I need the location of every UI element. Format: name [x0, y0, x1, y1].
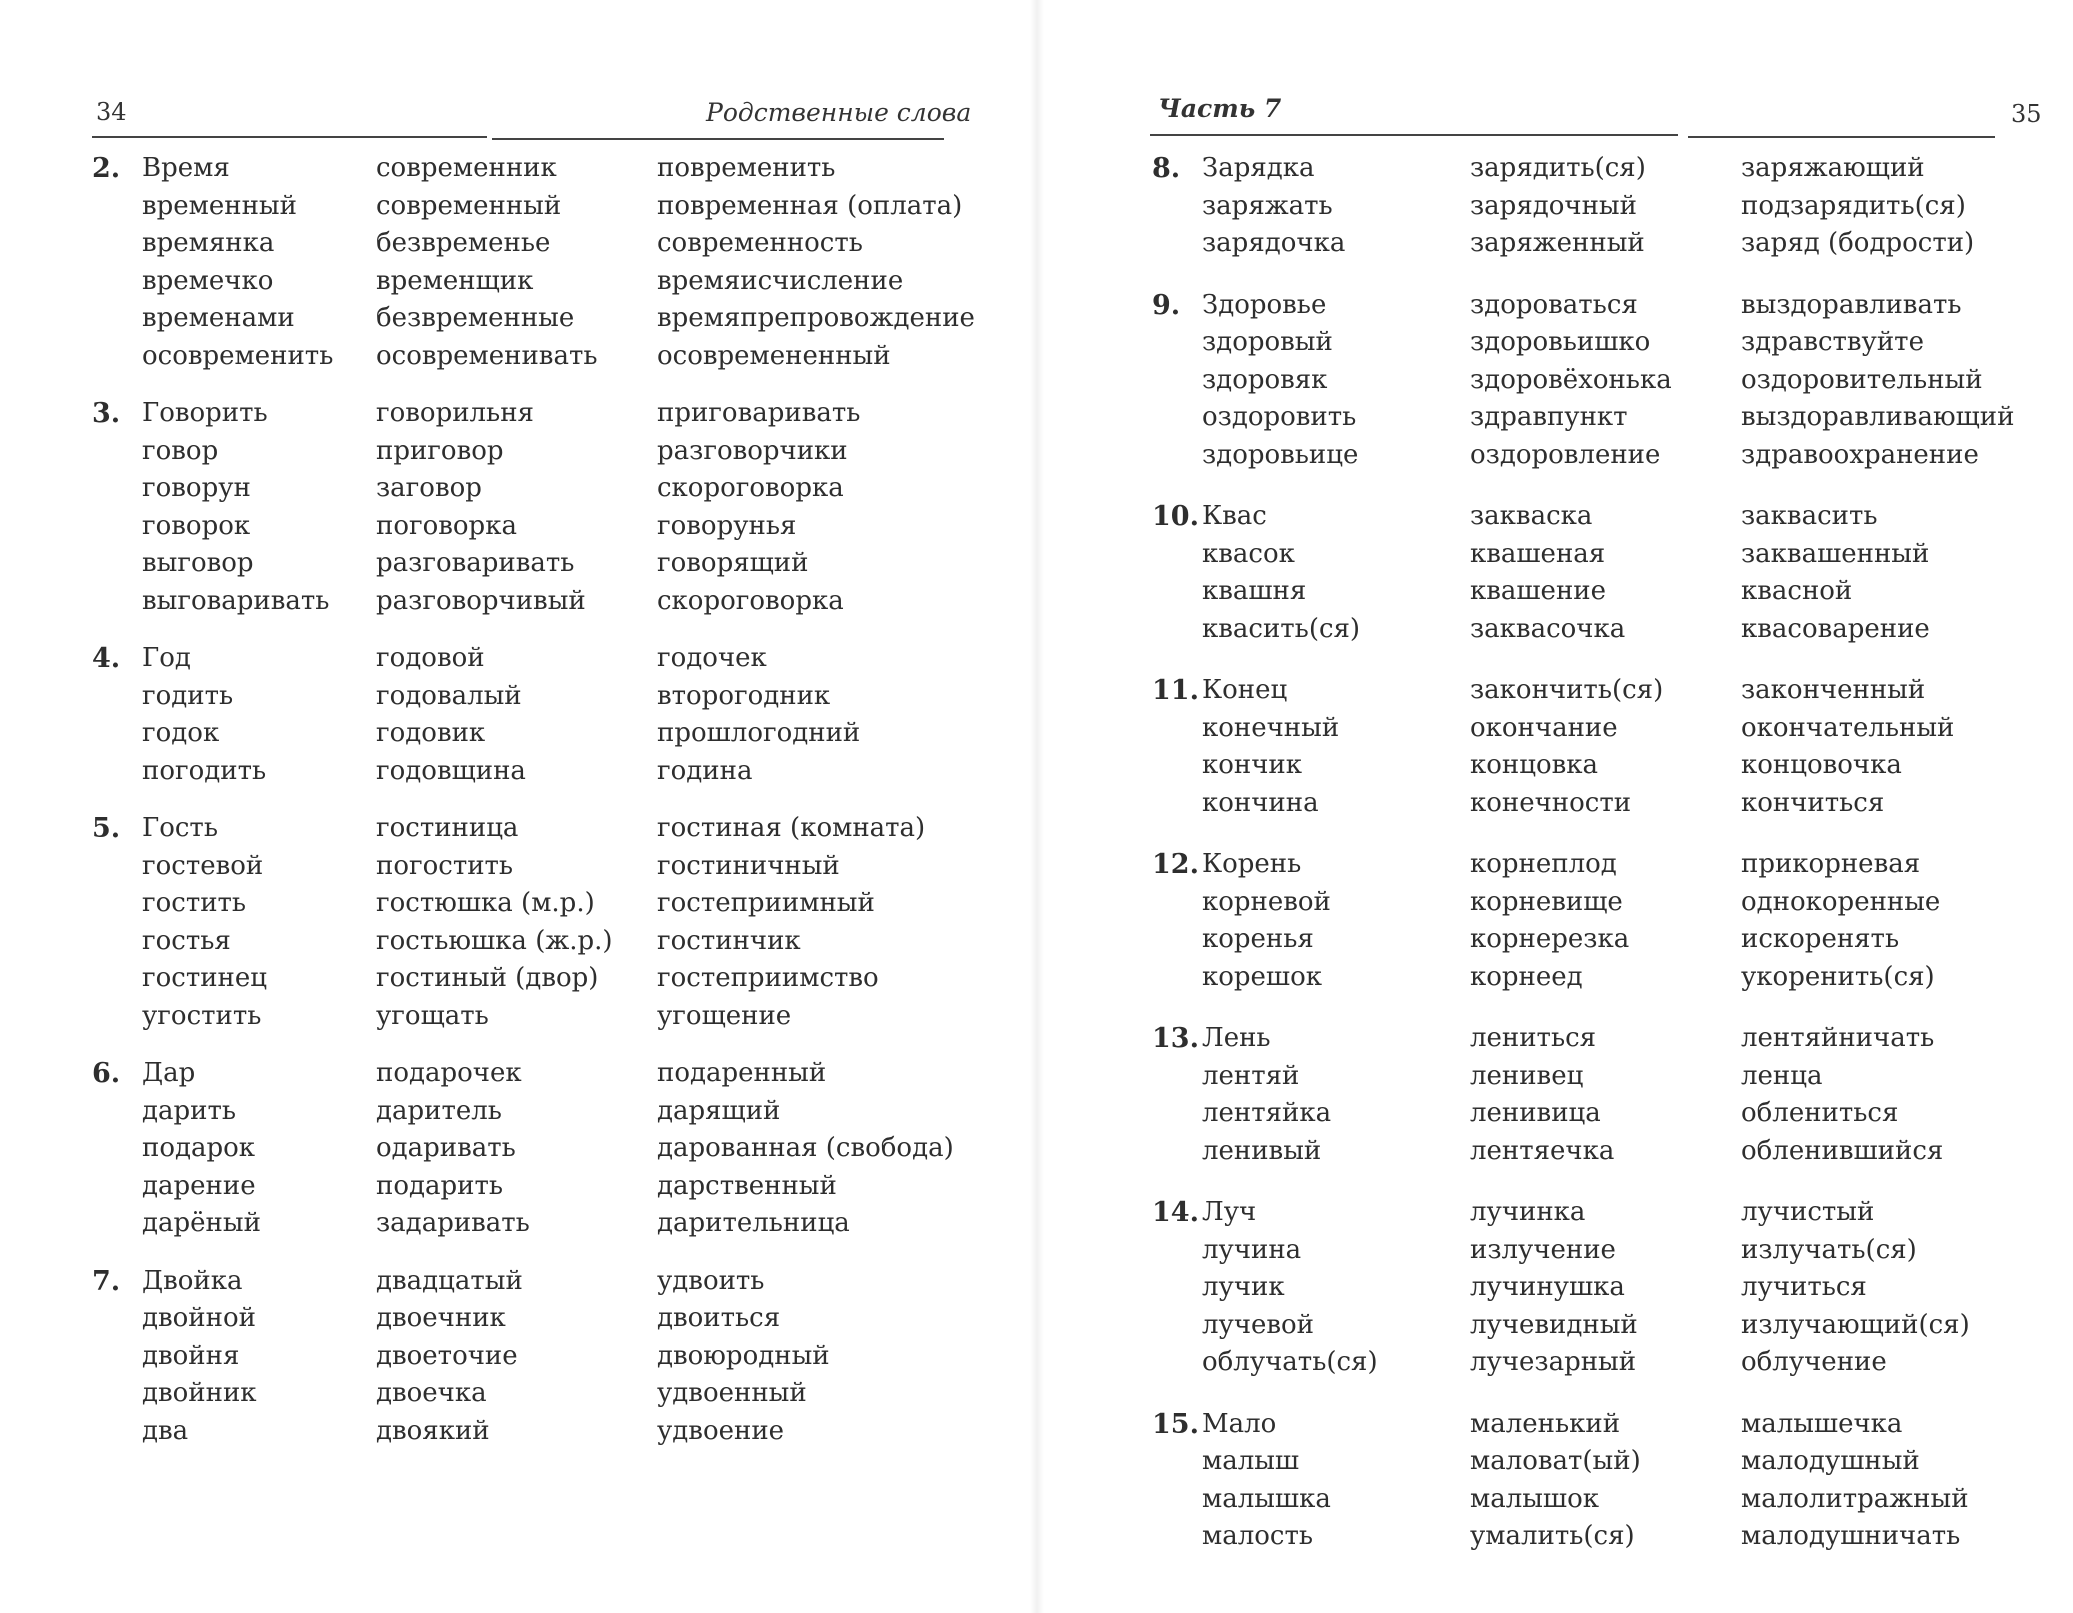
word-group	[1152, 1194, 2051, 1382]
word: концовка	[1470, 750, 1598, 780]
word-group	[92, 1263, 957, 1451]
word-column	[1202, 1194, 1470, 1382]
word-column	[1202, 150, 1470, 263]
word: лениться	[1470, 1023, 1597, 1053]
word-column	[1202, 1020, 1470, 1170]
word: корневой	[1202, 886, 1331, 917]
word: малышка	[1202, 1483, 1331, 1514]
word-column	[1470, 1194, 1741, 1382]
word-group	[92, 810, 957, 1035]
word: дарительница	[657, 1208, 850, 1238]
word: закваска	[1470, 501, 1593, 531]
word: приговаривать	[657, 398, 861, 428]
word-column	[1741, 1020, 2051, 1170]
word-column	[1470, 498, 1741, 648]
word: второгодник	[657, 680, 831, 711]
left-page	[0, 0, 1036, 1613]
word: разговорчивый	[376, 585, 586, 616]
word: осовремененный	[657, 340, 891, 371]
word: гостиный (двор)	[376, 963, 599, 993]
word-column	[657, 640, 957, 790]
word: окончание	[1470, 712, 1618, 743]
word: лучистый	[1741, 1197, 1875, 1227]
word: разговаривать	[376, 548, 575, 578]
word: лучинушка	[1470, 1272, 1625, 1302]
word: малодушничать	[1741, 1521, 1961, 1551]
word: времяисчисление	[657, 265, 904, 296]
word: малышечка	[1741, 1408, 1903, 1439]
word: умалить(ся)	[1470, 1521, 1635, 1551]
word-column	[657, 1263, 957, 1451]
group-number: 9.	[1152, 289, 1181, 321]
word: облениться	[1741, 1098, 1899, 1128]
word-column	[1470, 846, 1741, 996]
word: здравствуйте	[1741, 327, 1924, 357]
word: подаренный	[657, 1058, 827, 1088]
word: малышок	[1470, 1483, 1600, 1514]
word: времечко	[142, 265, 274, 296]
word: удвоение	[657, 1415, 785, 1446]
word-groups	[92, 150, 975, 1470]
group-number: 14.	[1152, 1197, 1199, 1228]
word: корнеплод	[1470, 849, 1617, 879]
word: дарить	[142, 1095, 237, 1126]
word: квасной	[1741, 576, 1853, 606]
word: времяпрепровождение	[657, 303, 975, 333]
word-group	[1152, 672, 2051, 822]
word: маловат(ый)	[1470, 1446, 1641, 1476]
running-head: Родственные слова	[706, 98, 972, 127]
word: годить	[142, 680, 234, 711]
word: приговор	[376, 435, 504, 466]
word: говорунья	[657, 510, 797, 541]
word-column	[376, 1263, 657, 1451]
word-column	[1202, 498, 1470, 648]
group-number: 6.	[92, 1058, 121, 1089]
word: Конец	[1202, 675, 1288, 705]
word-column	[1741, 498, 2051, 648]
word: гостья	[142, 925, 231, 956]
word: кончик	[1202, 750, 1303, 780]
word-group	[1152, 498, 2051, 648]
word: малость	[1202, 1521, 1313, 1551]
page-number: 34	[96, 98, 127, 126]
page-number: 35	[2011, 100, 2042, 128]
group-number: 3.	[92, 398, 121, 429]
word: годок	[142, 718, 220, 748]
word: лентяечка	[1470, 1135, 1615, 1166]
word-column	[142, 1055, 376, 1243]
word: угостить	[142, 1000, 262, 1031]
word: говорящий	[657, 548, 809, 578]
word-column	[1470, 1406, 1741, 1556]
word-column	[142, 810, 376, 1035]
word-column	[1741, 1406, 2051, 1556]
word: гостить	[142, 888, 247, 918]
word: Мало	[1202, 1408, 1277, 1439]
word: заряжающий	[1741, 153, 1925, 183]
word: заряжать	[1202, 190, 1333, 221]
word: Корень	[1202, 849, 1302, 879]
word-group	[1152, 287, 2051, 475]
word: гостиничный	[657, 850, 840, 881]
word: коренья	[1202, 924, 1314, 954]
word: угощать	[376, 1000, 489, 1031]
word: дарованная (свобода)	[657, 1133, 954, 1163]
word-group	[1152, 1020, 2051, 1170]
word: оздоровление	[1470, 439, 1661, 470]
word: два	[142, 1415, 189, 1446]
word: погостить	[376, 850, 514, 881]
word: Квас	[1202, 501, 1267, 531]
word-column	[376, 810, 657, 1035]
right-page	[1036, 0, 2073, 1613]
word: временный	[142, 190, 297, 221]
word: закончить(ся)	[1470, 675, 1664, 705]
group-number: 12.	[1152, 849, 1199, 880]
word-group	[92, 150, 975, 375]
word-group	[92, 640, 957, 790]
word: оздоровительный	[1741, 364, 1983, 395]
word: здороваться	[1470, 289, 1638, 320]
word: малолитражный	[1741, 1483, 1969, 1514]
word: скороговорка	[657, 585, 844, 616]
word: конечный	[1202, 712, 1340, 743]
word-column	[657, 150, 975, 375]
word: удвоенный	[657, 1378, 807, 1408]
word: годовой	[376, 643, 485, 673]
word: подарочек	[376, 1058, 522, 1088]
word: выздоравливать	[1741, 289, 1962, 320]
word-column	[1202, 846, 1470, 996]
word: квашение	[1470, 576, 1606, 606]
word: погодить	[142, 755, 267, 786]
word: удвоить	[657, 1265, 765, 1296]
word: окончательный	[1741, 712, 1955, 743]
word: поговорка	[376, 510, 517, 541]
word: Гость	[142, 813, 218, 843]
word-group	[1152, 846, 2051, 996]
word: двойной	[142, 1303, 256, 1333]
word: искоренять	[1741, 924, 1900, 954]
word: здоровёхонька	[1470, 364, 1672, 395]
group-number: 10.	[1152, 501, 1199, 532]
word: лучевой	[1202, 1309, 1315, 1340]
word: заквасочка	[1470, 613, 1626, 644]
word: здоровьице	[1202, 439, 1359, 470]
word: корневище	[1470, 886, 1623, 917]
word: зарядочный	[1470, 190, 1637, 221]
word-column	[1470, 150, 1741, 263]
word-column	[1202, 672, 1470, 822]
word: малодушный	[1741, 1446, 1920, 1476]
group-number: 7.	[92, 1265, 121, 1297]
word: концовочка	[1741, 750, 1902, 780]
word: Зарядка	[1202, 153, 1315, 183]
word: годочек	[657, 643, 767, 673]
word: зарядить(ся)	[1470, 153, 1646, 183]
word: здравоохранение	[1741, 439, 1979, 470]
word: двоечник	[376, 1303, 506, 1333]
word-group	[1152, 150, 2051, 263]
word: угощение	[657, 1000, 792, 1031]
word: гостиница	[376, 813, 519, 843]
word: гостеприимство	[657, 963, 879, 993]
word-column	[1741, 287, 2051, 475]
word: квашеная	[1470, 538, 1606, 569]
word: квасить(ся)	[1202, 613, 1361, 644]
word: лучезарный	[1470, 1347, 1637, 1377]
word: гостиная (комната)	[657, 813, 926, 843]
group-number: 8.	[1152, 153, 1181, 184]
word: двоиться	[657, 1303, 781, 1333]
word: заряженный	[1470, 228, 1645, 258]
word-groups	[1152, 150, 2051, 1580]
word: подарить	[376, 1170, 504, 1201]
word: корнеед	[1470, 961, 1583, 992]
word: лучевидный	[1470, 1309, 1638, 1340]
word-column	[1741, 1194, 2051, 1382]
word: говор	[142, 435, 219, 466]
word-column	[376, 395, 657, 620]
word: ленивец	[1470, 1060, 1584, 1091]
word: гостюшка (м.р.)	[376, 888, 595, 918]
word: здоровый	[1202, 327, 1333, 357]
word: кончиться	[1741, 787, 1885, 818]
word: говорильня	[376, 398, 534, 428]
word: гостинчик	[657, 925, 801, 956]
header-rule	[92, 136, 487, 138]
word: двоеточие	[376, 1340, 518, 1371]
word: разговорчики	[657, 435, 848, 466]
word: излучающий(ся)	[1741, 1309, 1970, 1340]
group-number: 15.	[1152, 1408, 1199, 1440]
word: здравпункт	[1470, 402, 1628, 432]
word: зарядочка	[1202, 228, 1346, 258]
word: квасок	[1202, 538, 1295, 569]
word: безвременные	[376, 303, 575, 333]
header-rule	[1688, 136, 1995, 138]
word: облучать(ся)	[1202, 1347, 1378, 1377]
word: подарок	[142, 1133, 256, 1163]
word: лентяй	[1202, 1060, 1300, 1091]
word: годовщина	[376, 755, 526, 786]
word: Двойка	[142, 1265, 243, 1296]
word: дарёный	[142, 1208, 261, 1238]
word: корнерезка	[1470, 924, 1630, 954]
word: выговор	[142, 548, 254, 578]
word: говорун	[142, 473, 251, 503]
word: лучина	[1202, 1234, 1302, 1265]
word-column	[142, 150, 376, 375]
word: заряд (бодрости)	[1741, 228, 1975, 258]
word-column	[142, 1263, 376, 1451]
word: говорок	[142, 510, 251, 541]
word: времянка	[142, 228, 275, 258]
word: Здоровье	[1202, 289, 1327, 320]
running-head: Часть 7	[1158, 94, 1282, 123]
word: ленивица	[1470, 1098, 1601, 1128]
word: однокоренные	[1741, 886, 1941, 917]
word: двоякий	[376, 1415, 490, 1446]
word: выговаривать	[142, 585, 330, 616]
word: маленький	[1470, 1408, 1621, 1439]
word: Лень	[1202, 1023, 1271, 1053]
group-number: 5.	[92, 813, 121, 844]
word: квасоварение	[1741, 613, 1930, 644]
word: лучинка	[1470, 1197, 1586, 1227]
word: оздоровить	[1202, 402, 1357, 432]
word: облучение	[1741, 1347, 1887, 1377]
word: прошлогодний	[657, 718, 861, 748]
word-column	[376, 150, 657, 375]
word: здоровьишко	[1470, 327, 1651, 357]
word: повременная (оплата)	[657, 190, 963, 221]
word: современник	[376, 153, 557, 183]
word-group	[92, 395, 957, 620]
word-group	[92, 1055, 957, 1243]
word: Говорить	[142, 398, 268, 428]
word-column	[1202, 1406, 1470, 1556]
word-column	[1741, 672, 2051, 822]
word: современность	[657, 228, 863, 258]
word: лучиться	[1741, 1272, 1867, 1302]
word: конечности	[1470, 787, 1632, 818]
word-column	[376, 1055, 657, 1243]
word: излучение	[1470, 1234, 1616, 1265]
word: корешок	[1202, 961, 1323, 992]
word: лентяйничать	[1741, 1023, 1935, 1053]
word: дарственный	[657, 1170, 837, 1201]
word: дарящий	[657, 1095, 781, 1126]
word: лучик	[1202, 1272, 1285, 1302]
word-column	[657, 395, 957, 620]
word: гостьюшка (ж.р.)	[376, 925, 613, 956]
word-group	[1152, 1406, 2051, 1556]
group-number: 4.	[92, 643, 121, 674]
word: гостеприимный	[657, 888, 875, 918]
word-column	[142, 640, 376, 790]
word: заквасить	[1741, 501, 1878, 531]
word: задаривать	[376, 1208, 530, 1238]
word-column	[657, 1055, 957, 1243]
word: прикорневая	[1741, 849, 1921, 879]
group-number: 13.	[1152, 1023, 1199, 1054]
word: Луч	[1202, 1197, 1257, 1227]
word: Дар	[142, 1058, 196, 1088]
word-column	[1470, 672, 1741, 822]
word: подзарядить(ся)	[1741, 190, 1966, 221]
word: скороговорка	[657, 473, 844, 503]
word-column	[1470, 1020, 1741, 1170]
word: ленивый	[1202, 1135, 1322, 1166]
word: осовременивать	[376, 340, 598, 371]
word: двойня	[142, 1340, 240, 1371]
word: безвременье	[376, 228, 551, 258]
word: временами	[142, 303, 295, 333]
header-rule	[492, 138, 944, 140]
word: кончина	[1202, 787, 1319, 818]
word: выздоравливающий	[1741, 402, 2015, 432]
word: повременить	[657, 153, 836, 183]
word: излучать(ся)	[1741, 1234, 1917, 1265]
word: малыш	[1202, 1446, 1300, 1476]
word: заговор	[376, 473, 482, 503]
word: Время	[142, 153, 230, 183]
group-number: 2.	[92, 153, 121, 184]
word-column	[1741, 150, 2051, 263]
word: укоренить(ся)	[1741, 961, 1935, 992]
word: ленца	[1741, 1060, 1823, 1091]
word: законченный	[1741, 675, 1926, 705]
word: двоюродный	[657, 1340, 830, 1371]
word: годовалый	[376, 680, 522, 711]
word: годовик	[376, 718, 486, 748]
word: дарение	[142, 1170, 256, 1201]
word-column	[376, 640, 657, 790]
word: одаривать	[376, 1133, 516, 1163]
word: двойник	[142, 1378, 257, 1408]
word: обленившийся	[1741, 1135, 1944, 1166]
header-rule	[1150, 134, 1678, 136]
word: двадцатый	[376, 1265, 523, 1296]
word-column	[1470, 287, 1741, 475]
word: лентяйка	[1202, 1098, 1332, 1128]
word: двоечка	[376, 1378, 487, 1408]
word-column	[1741, 846, 2051, 996]
word: временщик	[376, 265, 534, 296]
word: осовременить	[142, 340, 334, 371]
word: гостевой	[142, 850, 264, 881]
word: Год	[142, 643, 191, 673]
word: современный	[376, 190, 562, 221]
word: гостинец	[142, 963, 267, 993]
group-number: 11.	[1152, 675, 1199, 706]
word-column	[142, 395, 376, 620]
word: заквашенный	[1741, 538, 1930, 569]
word: даритель	[376, 1095, 502, 1126]
word-column	[1202, 287, 1470, 475]
word: здоровяк	[1202, 364, 1328, 395]
word-column	[657, 810, 957, 1035]
word: година	[657, 755, 753, 786]
word: квашня	[1202, 576, 1307, 606]
